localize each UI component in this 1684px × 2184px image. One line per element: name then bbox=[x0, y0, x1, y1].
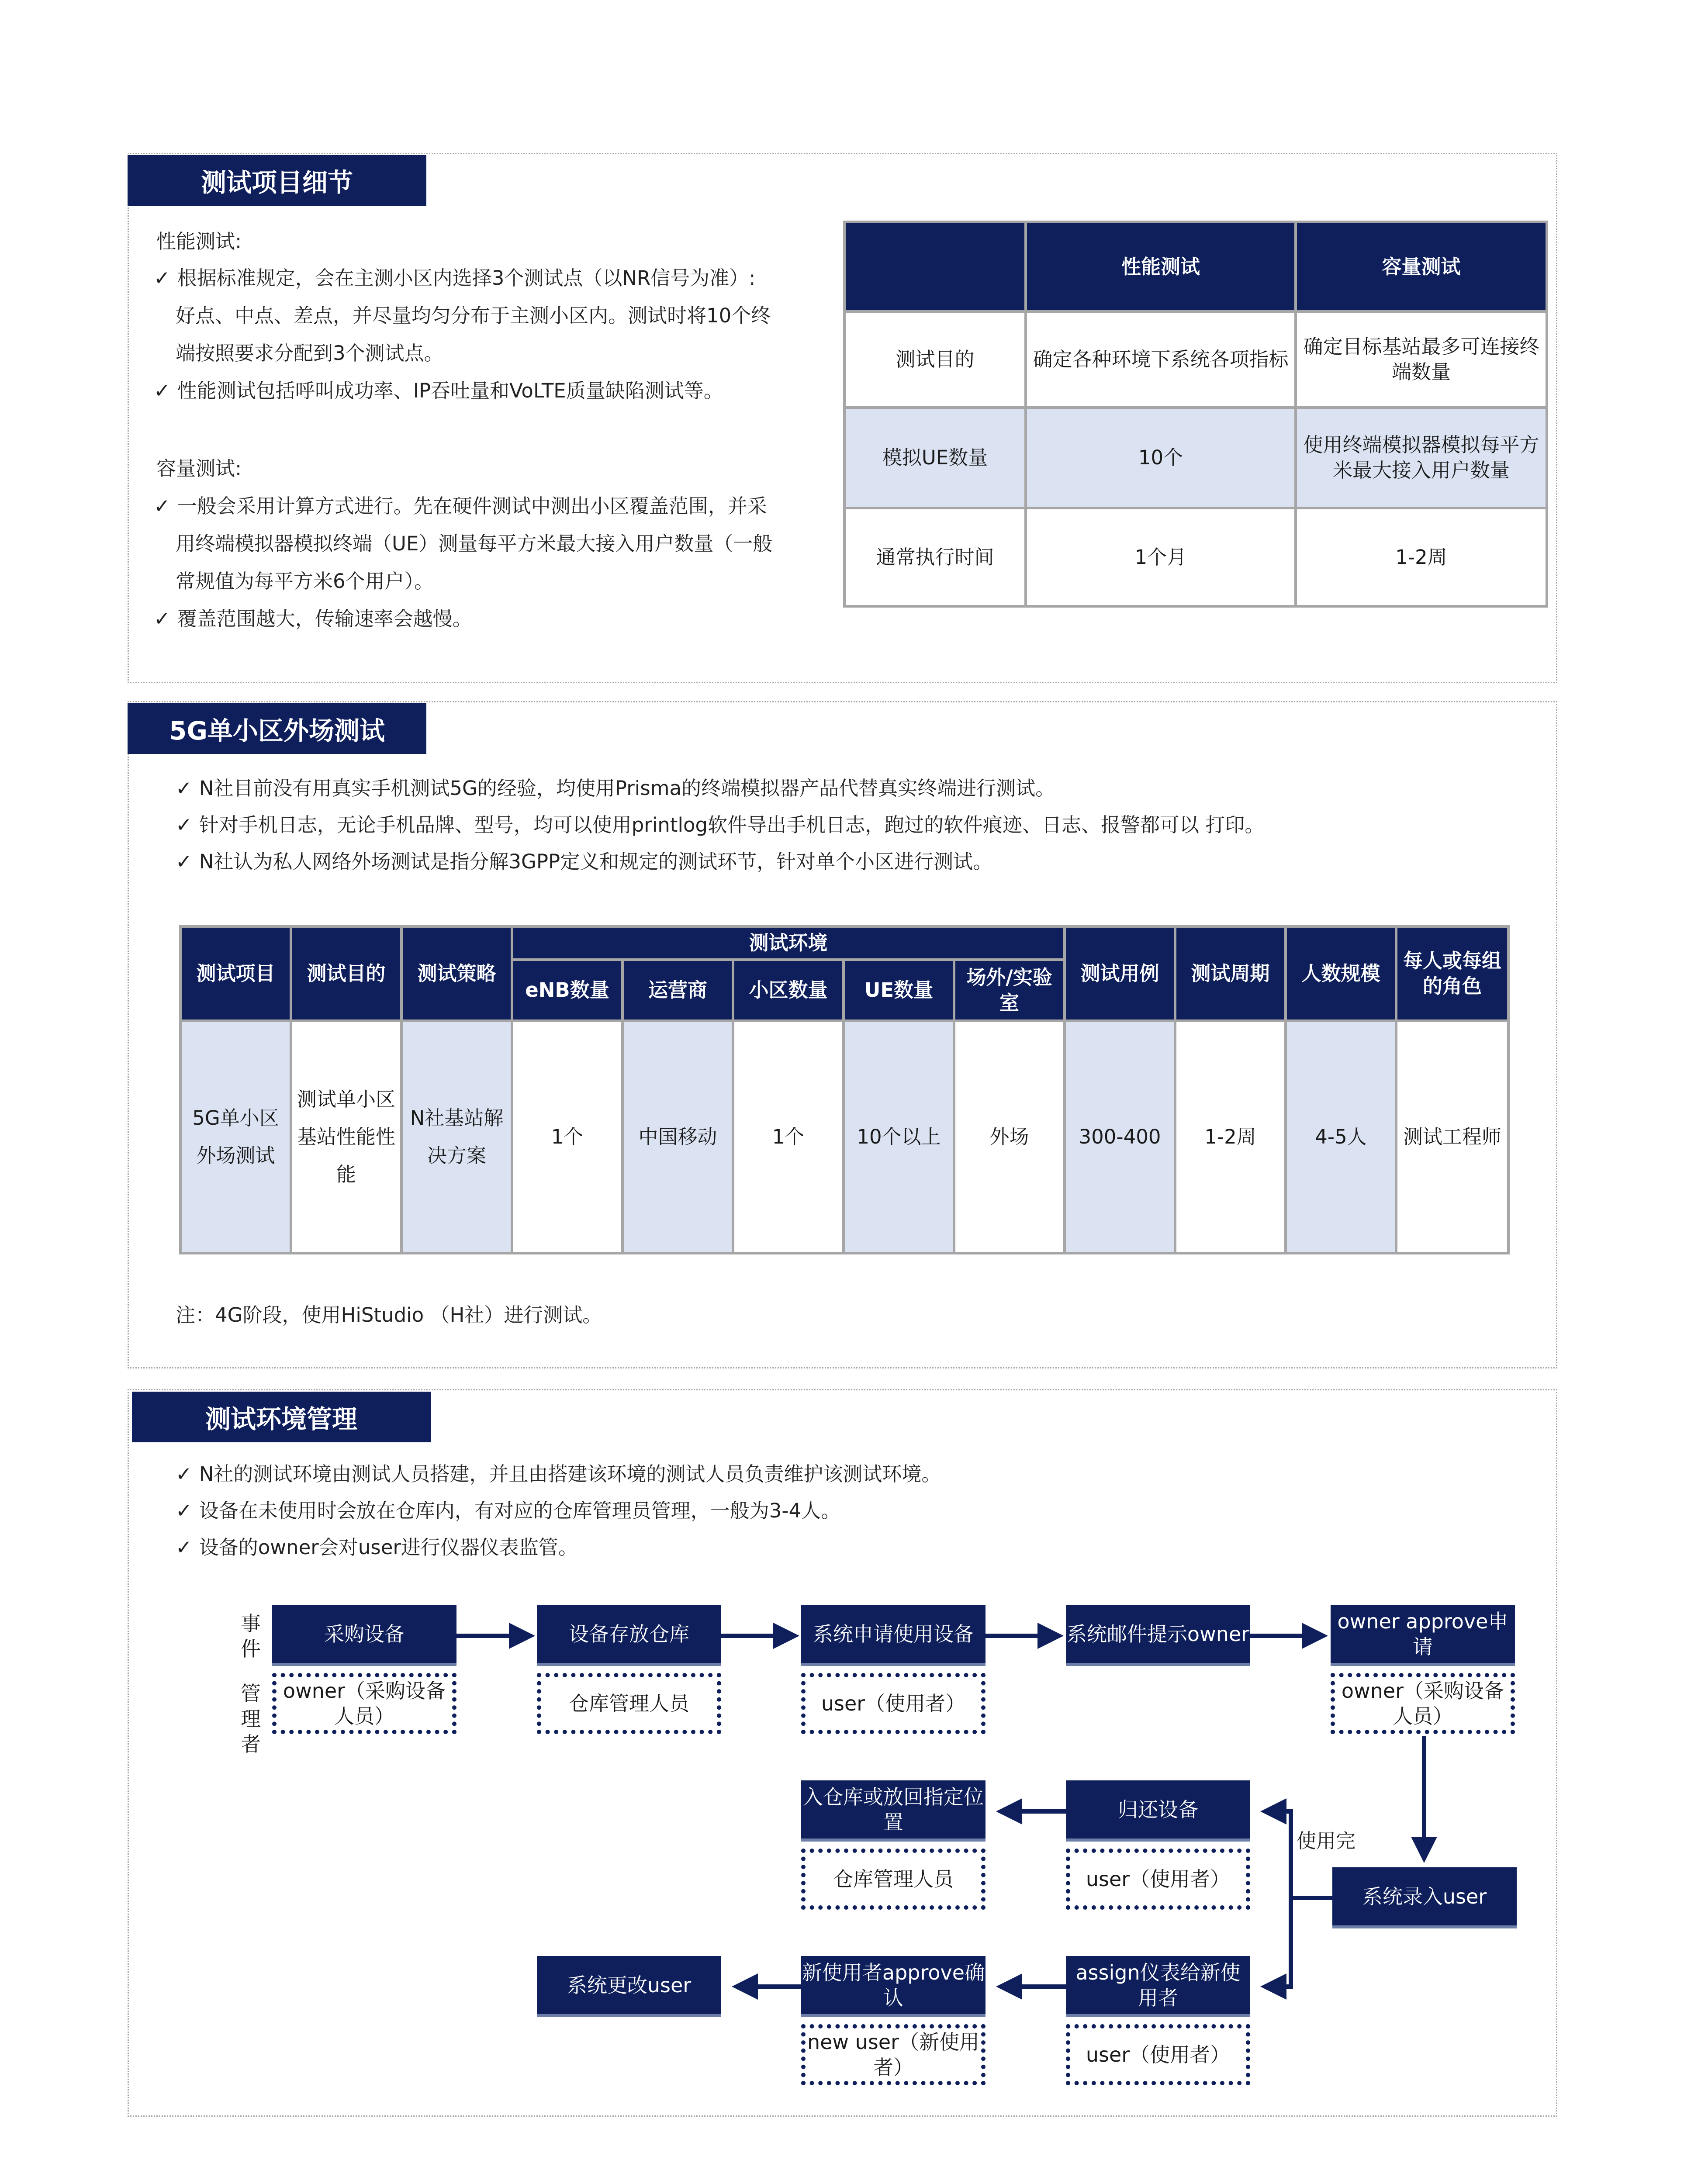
header-enb-count: eNB数量 bbox=[512, 960, 622, 1021]
header-role: 每人或每组的角色 bbox=[1396, 926, 1508, 1021]
cell-perf-ue-count: 10个 bbox=[1026, 408, 1296, 508]
field-bullet-1: ✓ N社目前没有用真实手机测试5G的经验，均使用Prisma的终端模拟器产品代替真实终端进行测试。 bbox=[176, 770, 1055, 807]
header-team-size: 人数规模 bbox=[1286, 926, 1396, 1021]
header-test-purpose: 测试目的 bbox=[291, 926, 401, 1021]
flow-event-return: 归还设备 bbox=[1066, 1780, 1250, 1842]
field-test-note: 注：4G阶段，使用HiStudio （H社）进行测试。 bbox=[176, 1303, 602, 1327]
section-title-env-management: 测试环境管理 bbox=[132, 1392, 431, 1442]
cell-test-purpose: 测试单小区基站性能性能 bbox=[291, 1021, 401, 1253]
flow-manager-assign: user（使用者） bbox=[1066, 2024, 1250, 2085]
cell-enb-count: 1个 bbox=[512, 1021, 622, 1253]
env-bullet-1: ✓ N社的测试环境由测试人员搭建，并且由搭建该环境的测试人员负责维护该测试环境。 bbox=[176, 1455, 941, 1493]
cell-perf-duration: 1个月 bbox=[1026, 508, 1296, 606]
check-icon: ✓ bbox=[154, 379, 170, 402]
header-test-cases: 测试用例 bbox=[1065, 926, 1175, 1021]
check-icon: ✓ bbox=[154, 266, 170, 290]
cell-test-cycle: 1-2周 bbox=[1175, 1021, 1286, 1253]
cell-test-strategy: N社基站解决方案 bbox=[401, 1021, 512, 1253]
flow-event-register-user: 系统录入user bbox=[1332, 1867, 1517, 1928]
header-test-strategy: 测试策略 bbox=[401, 926, 512, 1021]
perf-bullet-1: ✓ 根据标准规定，会在主测小区内选择3个测试点（以NR信号为准）: bbox=[154, 259, 755, 297]
flow-manager-approve: owner（采购设备人员） bbox=[1331, 1673, 1515, 1734]
col-header-cap: 容量测试 bbox=[1296, 222, 1547, 311]
label-event: 事件 bbox=[241, 1612, 261, 1661]
cell-operator: 中国移动 bbox=[622, 1021, 733, 1253]
label-manager: 管理者 bbox=[241, 1682, 261, 1756]
cell-venue: 外场 bbox=[954, 1021, 1065, 1253]
check-icon: ✓ bbox=[176, 1462, 192, 1486]
perf-bullet-2: ✓ 性能测试包括呼叫成功率、IP吞吐量和VoLTE质量缺陷测试等。 bbox=[154, 372, 723, 410]
header-ue-count: UE数量 bbox=[844, 960, 954, 1021]
flow-event-approve: owner approve申请 bbox=[1331, 1605, 1515, 1666]
field-bullet-3: ✓ N社认为私人网络外场测试是指分解3GPP定义和规定的测试环节，针对单个小区进行测试。 bbox=[176, 843, 992, 881]
flow-event-assign: assign仪表给新使用者 bbox=[1066, 1956, 1250, 2017]
flow-manager-purchase: owner（采购设备人员） bbox=[272, 1673, 456, 1734]
flow-event-store-back: 入仓库或放回指定位置 bbox=[801, 1780, 986, 1842]
row-label-purpose: 测试目的 bbox=[844, 311, 1026, 408]
header-test-item: 测试项目 bbox=[180, 926, 291, 1021]
cell-cell-count: 1个 bbox=[733, 1021, 844, 1253]
cell-test-item: 5G单小区外场测试 bbox=[180, 1021, 291, 1253]
flow-event-new-user-confirm: 新使用者approve确认 bbox=[801, 1956, 986, 2017]
cell-perf-purpose: 确定各种环境下系统各项指标 bbox=[1026, 311, 1296, 408]
flow-manager-return: user（使用者） bbox=[1066, 1849, 1250, 1910]
flow-manager-warehouse: 仓库管理人员 bbox=[537, 1673, 721, 1734]
check-icon: ✓ bbox=[154, 494, 170, 518]
check-icon: ✓ bbox=[176, 813, 192, 836]
flow-manager-store-back: 仓库管理人员 bbox=[801, 1849, 986, 1910]
flow-event-change-user: 系统更改user bbox=[537, 1956, 721, 2017]
cap-bullet-1-line2: 用终端模拟器模拟终端（UE）测量每平方米最大接入用户数量（一般 bbox=[176, 532, 773, 555]
check-icon: ✓ bbox=[176, 777, 192, 800]
col-header-perf: 性能测试 bbox=[1026, 222, 1296, 311]
cell-test-cases: 300-400 bbox=[1065, 1021, 1175, 1253]
header-test-environment: 测试环境 bbox=[512, 926, 1065, 960]
row-label-duration: 通常执行时间 bbox=[844, 508, 1026, 606]
flow-manager-new-user: new user（新使用者） bbox=[801, 2024, 986, 2085]
row-label-ue-count: 模拟UE数量 bbox=[844, 408, 1026, 508]
flow-event-purchase: 采购设备 bbox=[272, 1605, 456, 1666]
cap-heading: 容量测试: bbox=[156, 457, 242, 480]
perf-bullet-1-line2: 好点、中点、差点，并尽量均匀分布于主测小区内。测试时将10个终 bbox=[176, 304, 771, 327]
field-bullet-2: ✓ 针对手机日志，无论手机品牌、型号，均可以使用printlog软件导出手机日志，跑过的软件痕迹、日志、报警都可以 打印。 bbox=[176, 806, 1264, 844]
cell-cap-duration: 1-2周 bbox=[1296, 508, 1547, 606]
cell-cap-purpose: 确定目标基站最多可连接终端数量 bbox=[1296, 311, 1547, 408]
cell-ue-count: 10个以上 bbox=[844, 1021, 954, 1253]
env-bullet-2: ✓ 设备在未使用时会放在仓库内，有对应的仓库管理员管理，一般为3-4人。 bbox=[176, 1492, 840, 1530]
arrow-e6-e9 bbox=[1265, 1898, 1291, 1987]
cell-team-size: 4-5人 bbox=[1286, 1021, 1396, 1253]
flow-event-warehouse: 设备存放仓库 bbox=[537, 1605, 721, 1666]
flow-event-apply: 系统申请使用设备 bbox=[801, 1605, 986, 1666]
perf-heading: 性能测试: bbox=[156, 230, 242, 253]
flow-event-email: 系统邮件提示owner bbox=[1066, 1605, 1250, 1666]
env-bullet-3: ✓ 设备的owner会对user进行仪器仪表监管。 bbox=[176, 1529, 578, 1566]
perf-bullet-1-line3: 端按照要求分配到3个测试点。 bbox=[176, 342, 444, 365]
cap-bullet-1-line3: 常规值为每平方米6个用户）。 bbox=[176, 570, 434, 593]
check-icon: ✓ bbox=[176, 850, 192, 873]
cell-role: 测试工程师 bbox=[1396, 1021, 1508, 1253]
flow-manager-apply: user（使用者） bbox=[801, 1673, 986, 1734]
header-venue: 场外/实验室 bbox=[954, 960, 1065, 1021]
check-icon: ✓ bbox=[176, 1499, 192, 1522]
cell-cap-ue-count: 使用终端模拟器模拟每平方米最大接入用户数量 bbox=[1296, 408, 1547, 508]
cap-bullet-2: ✓ 覆盖范围越大，传输速率会越慢。 bbox=[154, 600, 472, 638]
header-test-cycle: 测试周期 bbox=[1175, 926, 1286, 1021]
section-title-5g-field-test: 5G单小区外场测试 bbox=[128, 703, 426, 754]
used-label: 使用完 bbox=[1297, 1829, 1356, 1852]
check-icon: ✓ bbox=[176, 1536, 192, 1559]
check-icon: ✓ bbox=[154, 607, 170, 630]
section-title-test-details: 测试项目细节 bbox=[128, 155, 426, 206]
header-cell-count: 小区数量 bbox=[733, 960, 844, 1021]
cap-bullet-1: ✓ 一般会采用计算方式进行。先在硬件测试中测出小区覆盖范围，并采 bbox=[154, 487, 767, 525]
header-operator: 运营商 bbox=[622, 960, 733, 1021]
